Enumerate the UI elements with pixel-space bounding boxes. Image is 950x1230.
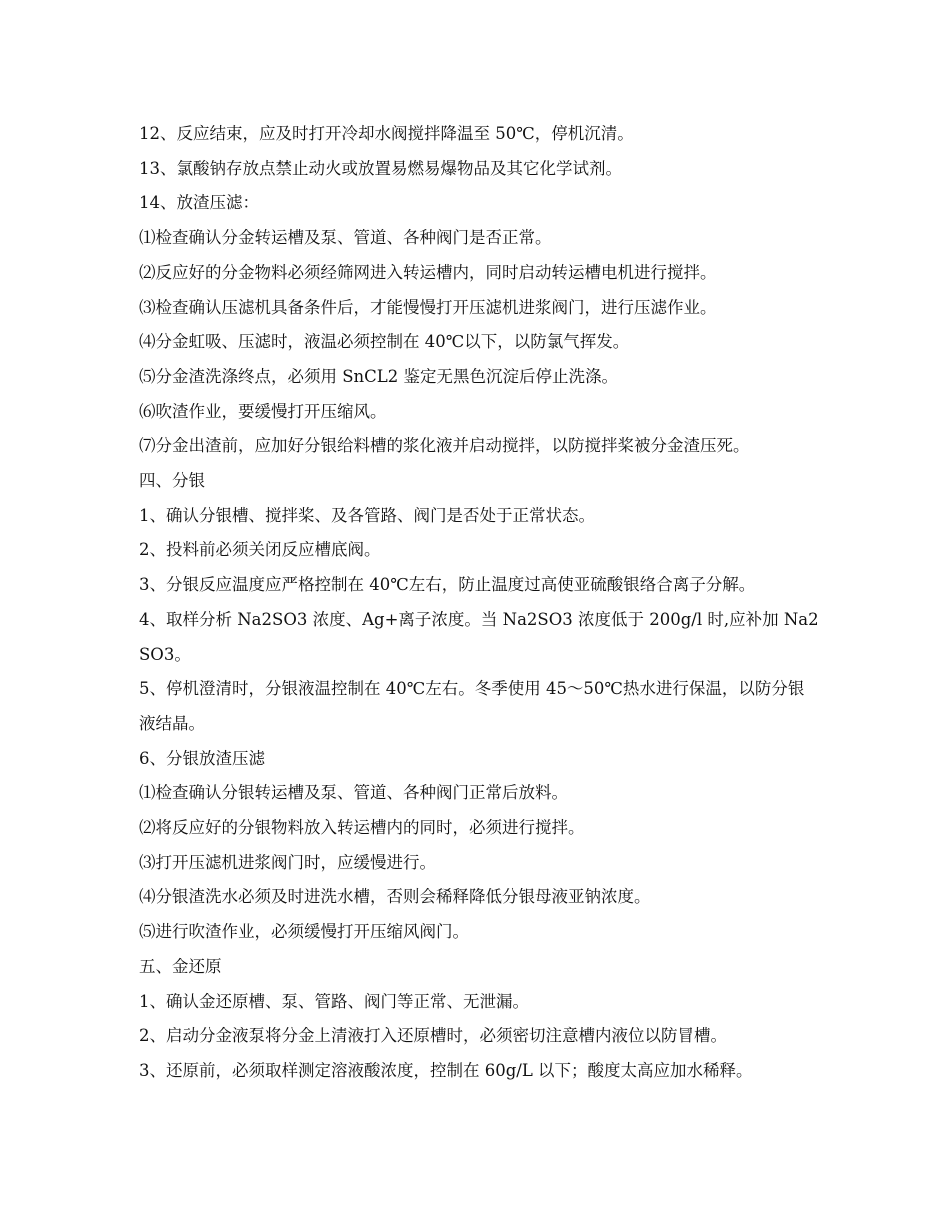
section-heading: 6、分银放渣压滤: [139, 748, 265, 768]
text-line: 12、反应结束，应及时打开冷却水阀搅拌降温至 50℃，停机沉清。: [139, 124, 634, 143]
text-line: ⑴检查确认分金转运槽及泵、管道、各种阀门是否正常。: [139, 228, 552, 248]
document-body: [139, 117, 819, 1089]
section-heading: 14、放渣压滤：: [139, 193, 259, 213]
text-line: 3、还原前，必须取样测定溶液酸浓度，控制在 60g/L 以下；酸度太高应加水稀释。: [139, 1060, 753, 1080]
text-line: ⑴检查确认分银转运槽及泵、管道、各种阀门正常后放料。: [139, 783, 568, 803]
text-line: ⑸进行吹渣作业，必须缓慢打开压缩风阀门。: [139, 922, 469, 942]
text-line: 5、停机澄清时，分银液温控制在 40℃左右。冬季使用 45～50℃热水进行保温，以防分银液结晶。: [139, 679, 805, 733]
text-line: ⑺分金出渣前，应加好分银给料槽的浆化液并启动搅拌，以防搅拌桨被分金渣压死。: [139, 436, 750, 456]
text-line: 1、确认分银槽、搅拌桨、及各管路、阀门是否处于正常状态。: [139, 505, 595, 525]
text-line: ⑶打开压滤机进浆阀门时，应缓慢进行。: [139, 852, 436, 872]
text-line: ⑵将反应好的分银物料放入转运槽内的同时，必须进行搅拌。: [139, 818, 585, 838]
text-line: ⑵反应好的分金物料必须经筛网进入转运槽内，同时启动转运槽电机进行搅拌。: [139, 262, 717, 282]
text-line: 1、确认金还原槽、泵、管路、阀门等正常、无泄漏。: [139, 991, 529, 1011]
text-line: 3、分银反应温度应严格控制在 40℃左右，防止温度过高使亚硫酸银络合离子分解。: [139, 575, 756, 595]
text-line: ⑷分金虹吸、压滤时，液温必须控制在 40℃以下，以防氯气挥发。: [139, 332, 630, 352]
text-line: 2、启动分金液泵将分金上清液打入还原槽时，必须密切注意槽内液位以防冒槽。: [139, 1026, 727, 1046]
text-line: ⑷分银渣洗水必须及时进洗水槽，否则会稀释降低分银母液亚钠浓度。: [139, 887, 651, 907]
text-line: 4、取样分析 Na2SO3 浓度、Ag+离子浓度。当 Na2SO3 浓度低于 200g/l 时,应补加 Na2SO3。: [139, 609, 819, 664]
text-line: 2、投料前必须关闭反应槽底阀。: [139, 540, 381, 560]
section-heading: 四、分银: [139, 471, 205, 491]
text-line: 13、氯酸钠存放点禁止动火或放置易燃易爆物品及其它化学试剂。: [139, 158, 622, 178]
text-line: ⑹吹渣作业，要缓慢打开压缩风。: [139, 401, 387, 421]
text-line: ⑶检查确认压滤机具备条件后，才能慢慢打开压滤机进浆阀门，进行压滤作业。: [139, 297, 717, 317]
section-heading: 五、金还原: [139, 956, 222, 976]
text-line: ⑸分金渣洗涤终点，必须用 SnCL2 鉴定无黑色沉淀后停止洗涤。: [139, 366, 618, 386]
